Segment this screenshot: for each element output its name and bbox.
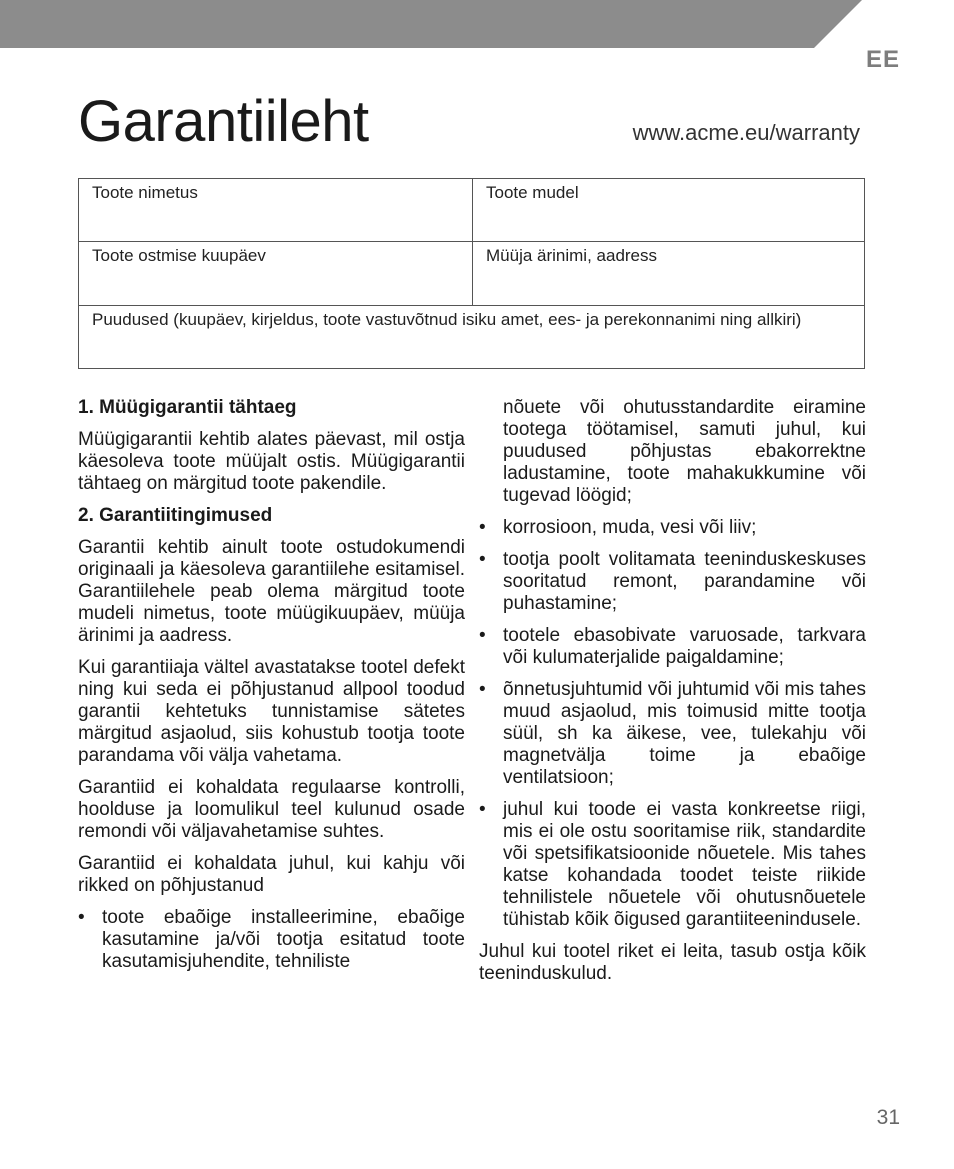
paragraph: Garantiid ei kohaldata regulaarse kontrolli, hoolduse ja loomulikul teel kulunud osade remondi või väljavahetamise suhtes. (78, 777, 465, 842)
list-item-text: tootja poolt volitamata teeninduskeskuses sooritatud remont, parandamine või puhastamine; (503, 549, 866, 614)
list-item (479, 625, 866, 669)
bullet-list (78, 907, 465, 973)
list-item (479, 799, 866, 931)
bullet-icon: • (479, 517, 486, 538)
paragraph: Kui garantiiaja vältel avastatakse tootel defekt ning kui seda ei põhjustanud allpool toodud garantii kehtetuks tunnistamise sätetes märgitud asjaolud, siis kohustub tootja toote parandama või välja vahetama. (78, 657, 465, 766)
list-item (479, 679, 866, 789)
bullet-icon: • (479, 799, 486, 820)
bullet-list (479, 517, 866, 931)
section-heading: 1. Müügigarantii tähtaeg (78, 397, 297, 418)
list-item-text: juhul kui toode ei vasta konkreetse riigi, mis ei ole ostu sooritamise riik, standardite või spetsifikatsioonide nõuetele. Mis tahes katse kohandada toodet teiste riikide tehnilistele nõuetele või ohutusnõuetele tühistab kõik õigused garantiiteenindusele. (503, 799, 866, 930)
product-model-field[interactable]: Toote mudel (473, 179, 864, 242)
closing-paragraph: Juhul kui tootel riket ei leita, tasub ostja kõik teeninduskulud. (479, 941, 866, 984)
list-item-continuation: nõuete või ohutusstandardite eiramine tootega töötamisel, samuti juhul, kui puudused põhjustas ebakorrektne ladustamine, toote mahakukkumine või tugevad löögid; (503, 397, 866, 506)
seller-field[interactable]: Müüja ärinimi, aadress (473, 242, 864, 306)
bullet-icon: • (479, 679, 486, 700)
list-item-text: õnnetusjuhtumid või juhtumid või mis tahes muud asjaolud, mis toimusid mitte tootja süül, sh ka äikese, vee, tulekahju või magnetvälja toime ja ebaõige ventilatsioon; (503, 679, 866, 788)
page-title: Garantiileht (78, 89, 369, 154)
bullet-icon: • (78, 907, 85, 928)
product-name-field[interactable]: Toote nimetus (79, 179, 473, 242)
header-bar (0, 0, 954, 48)
page-number: 31 (876, 1106, 900, 1129)
language-code: EE (865, 46, 900, 73)
defects-field[interactable]: Puudused (kuupäev, kirjeldus, toote vastuvõtnud isiku amet, ees- ja perekonnanimi ning allkiri) (92, 310, 802, 329)
right-column (479, 397, 866, 995)
paragraph: Müügigarantii kehtib alates päevast, mil ostja käesoleva toote müüjalt ostis. Müügigarantii tähtaeg on märgitud toote pakendile. (78, 429, 465, 494)
paragraph: Garantiid ei kohaldata juhul, kui kahju või rikked on põhjustanud (78, 853, 465, 896)
list-item-text: toote ebaõige installeerimine, ebaõige kasutamine ja/või tootja esitatud toote kasutamisjuhendite, tehniliste (102, 907, 465, 972)
list-item-text: tootele ebasobivate varuosade, tarkvara või kulumaterjalide paigaldamine; (503, 625, 866, 668)
list-item (479, 549, 866, 615)
warranty-url: www.acme.eu/warranty (632, 120, 860, 145)
purchase-date-field[interactable]: Toote ostmise kuupäev (79, 242, 473, 306)
list-item (78, 907, 465, 973)
paragraph: Garantii kehtib ainult toote ostudokumendi originaali ja käesoleva garantiilehe esitamisel. Garantiilehele peab olema märgitud toote mudeli nimetus, toote müügikuupäev, müüja ärinimi ja aadress. (78, 537, 465, 646)
section-heading: 2. Garantiitingimused (78, 505, 273, 526)
bullet-icon: • (479, 549, 486, 570)
warranty-form (78, 178, 865, 369)
bullet-icon: • (479, 625, 486, 646)
list-item (479, 517, 866, 539)
left-column (78, 397, 465, 983)
list-item-text: korrosioon, muda, vesi või liiv; (503, 517, 757, 538)
